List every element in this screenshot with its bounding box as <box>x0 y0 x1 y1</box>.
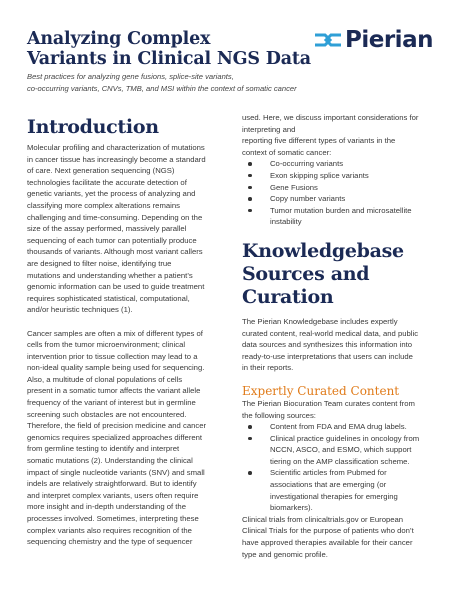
text-line: genomics requires specialized approaches different <box>27 432 203 442</box>
text-line: curated content, real-world medical data, and public <box>242 328 419 338</box>
text-line: Clinical trials from clinicaltrials.gov or European <box>242 514 404 524</box>
text-line: challenging and time-consuming. Depending on the <box>27 212 203 222</box>
text-line: more insight and in-depth understanding of the <box>27 502 186 512</box>
heading-line: Knowledgebase <box>242 239 404 262</box>
text-line: context of somatic cancer: <box>242 147 332 157</box>
text-line: of care. Next generation sequencing (NGS) <box>27 166 175 176</box>
text-line: data sources and synthesizes this information into <box>242 340 413 350</box>
bullet-icon <box>248 174 252 178</box>
text-line: intervention prior to tissue collection may lead to a <box>27 351 198 361</box>
text-line: the following sources: <box>242 410 316 420</box>
list-item-line: Gene Fusions <box>270 182 318 192</box>
text-line: from germline testing to identify and interpret <box>27 444 180 454</box>
text-line: present in a somatic tumor affects the variant allele <box>27 386 201 396</box>
text-line: used. Here, we discuss important considerations for <box>242 113 419 122</box>
text-line: technologies facilitate the accurate detection of <box>27 177 187 187</box>
bullet-icon <box>248 471 252 475</box>
text-line: Cancer samples are often a mix of different types of <box>27 328 203 338</box>
text-line: genetic variants, yet the process of analyzing and <box>27 189 196 199</box>
text-line: type and genomic profile. <box>242 549 328 559</box>
curated-content-heading: Expertly Curated Content <box>242 383 400 398</box>
bullet-icon <box>248 197 252 201</box>
text-line: Therefore, the field of precision medicine and cancer <box>27 421 207 431</box>
list-item <box>270 433 452 468</box>
text-line: thousands of variants. Although most variant callers <box>27 247 203 257</box>
knowledgebase-paragraph <box>242 316 452 374</box>
text-line: interpreting and <box>242 124 296 134</box>
text-line: in cancer tissue has increasingly become a standard <box>27 154 206 164</box>
text-line: cells from the tumor microenvironment; clinical <box>27 340 186 350</box>
list-item-line: NCCN, ASCO, and ESMO, which support <box>270 445 412 455</box>
text-line: somatic mutations (2). Understanding the clinical <box>27 456 193 466</box>
text-line: indels are relatively straightforward. But to identify <box>27 479 197 489</box>
text-line: are designed to filter noise, identifying true <box>27 258 172 268</box>
list-item-line: tiering on the AMP classification scheme. <box>270 456 410 466</box>
text-line: sequencing of each tumor can potentially produce <box>27 235 197 245</box>
list-item-line: investigational therapies for emerging <box>270 491 398 501</box>
bullet-icon <box>248 437 252 441</box>
text-line: genomic information can be used to guide treatment <box>27 282 205 292</box>
bullet-icon <box>248 209 252 213</box>
text-line: reporting five different types of variants in the <box>242 136 396 146</box>
text-line: frequency of the variant of interest but in germline <box>27 398 196 408</box>
text-line: Molecular profiling and characterization of mutations <box>27 143 205 152</box>
list-item-line: Copy number variants <box>270 194 346 204</box>
list-item-line: Co-occurring variants <box>270 159 344 169</box>
title-line: Analyzing Complex <box>27 29 211 49</box>
right-column <box>242 112 452 560</box>
list-item-line: associations that are emerging (or <box>270 480 387 490</box>
text-line: in their reports. <box>242 363 294 373</box>
list-item <box>270 193 452 205</box>
variant-types-intro <box>242 112 452 158</box>
bullet-icon <box>248 162 252 166</box>
list-item-line: Content from FDA and EMA drug labels. <box>270 422 407 432</box>
heading-line: Sources and Curation <box>242 262 370 308</box>
introduction-paragraph-2 <box>27 328 227 548</box>
list-item <box>270 205 452 228</box>
clinical-trials-paragraph <box>242 514 452 560</box>
text-line: complex variants also requires recognition of the <box>27 525 192 535</box>
list-item-line: Scientific articles from Pubmed for <box>270 468 387 478</box>
list-item <box>270 182 452 194</box>
text-line: Clinical Trials for the purpose of patients who don’t <box>242 526 414 536</box>
list-item-line: Tumor mutation burden and microsatellite <box>270 205 412 215</box>
logo-text: Pierian <box>345 27 433 53</box>
text-line: and interpret complex variants, users often require <box>27 490 199 500</box>
pierian-logo <box>313 27 443 53</box>
list-item-line: Exon skipping splice variants <box>270 170 369 180</box>
text-line: and/or heuristic techniques (1). <box>27 305 133 315</box>
bullet-icon <box>248 186 252 190</box>
curated-sources-list <box>270 421 452 514</box>
text-line: requires sophisticated statistical, computational, <box>27 293 190 303</box>
title-line: Variants in Clinical NGS Data <box>27 49 311 69</box>
curated-content-intro <box>242 398 452 421</box>
left-column <box>27 116 227 548</box>
text-line: classifying more complex alterations remains <box>27 200 180 210</box>
text-line: mutations and understanding whether a patient’s <box>27 270 193 280</box>
list-item-line: instability <box>270 217 302 227</box>
pierian-logo-icon <box>313 30 343 50</box>
text-line: have approved therapies available for their cancer <box>242 538 413 548</box>
list-item-line: biomarkers). <box>270 503 313 513</box>
text-line: Also, a multitude of clonal populations of cells <box>27 374 183 384</box>
text-line: size of the assay performed, massively parallel <box>27 224 187 234</box>
list-item <box>270 170 452 182</box>
text-line: non-ideal quality sample being used for sequencing. <box>27 363 205 373</box>
knowledgebase-heading <box>242 240 452 309</box>
text-line: ready-to-use interpretations that users can include <box>242 351 413 361</box>
list-item <box>270 421 452 433</box>
document-subtitle <box>27 71 327 94</box>
subtitle-line: co-occurring variants, CNVs, TMB, and MSI within the context of somatic cancer <box>27 83 297 93</box>
text-line: processes involved. Sometimes, interpreting these <box>27 514 199 523</box>
text-line: impact of single nucleotide variants (SNV) and small <box>27 467 205 477</box>
list-item <box>270 158 452 170</box>
introduction-paragraph-1 <box>27 142 227 316</box>
variant-types-list <box>270 158 452 228</box>
text-line: screening such obstacles are not encountered. <box>27 409 187 419</box>
list-item <box>270 467 452 513</box>
list-item-line: Clinical practice guidelines in oncology from <box>270 433 420 443</box>
text-line: The Pierian Knowledgebase includes expertly <box>242 316 398 326</box>
text-line: The Pierian Biocuration Team curates content from <box>242 398 415 408</box>
document-title <box>27 29 327 69</box>
text-line: sequencing chemistry and the type of sequencer <box>27 537 193 547</box>
bullet-icon <box>248 425 252 429</box>
introduction-heading: Introduction <box>27 116 159 138</box>
subtitle-line: Best practices for analyzing gene fusions, splice-site variants, <box>27 72 234 81</box>
